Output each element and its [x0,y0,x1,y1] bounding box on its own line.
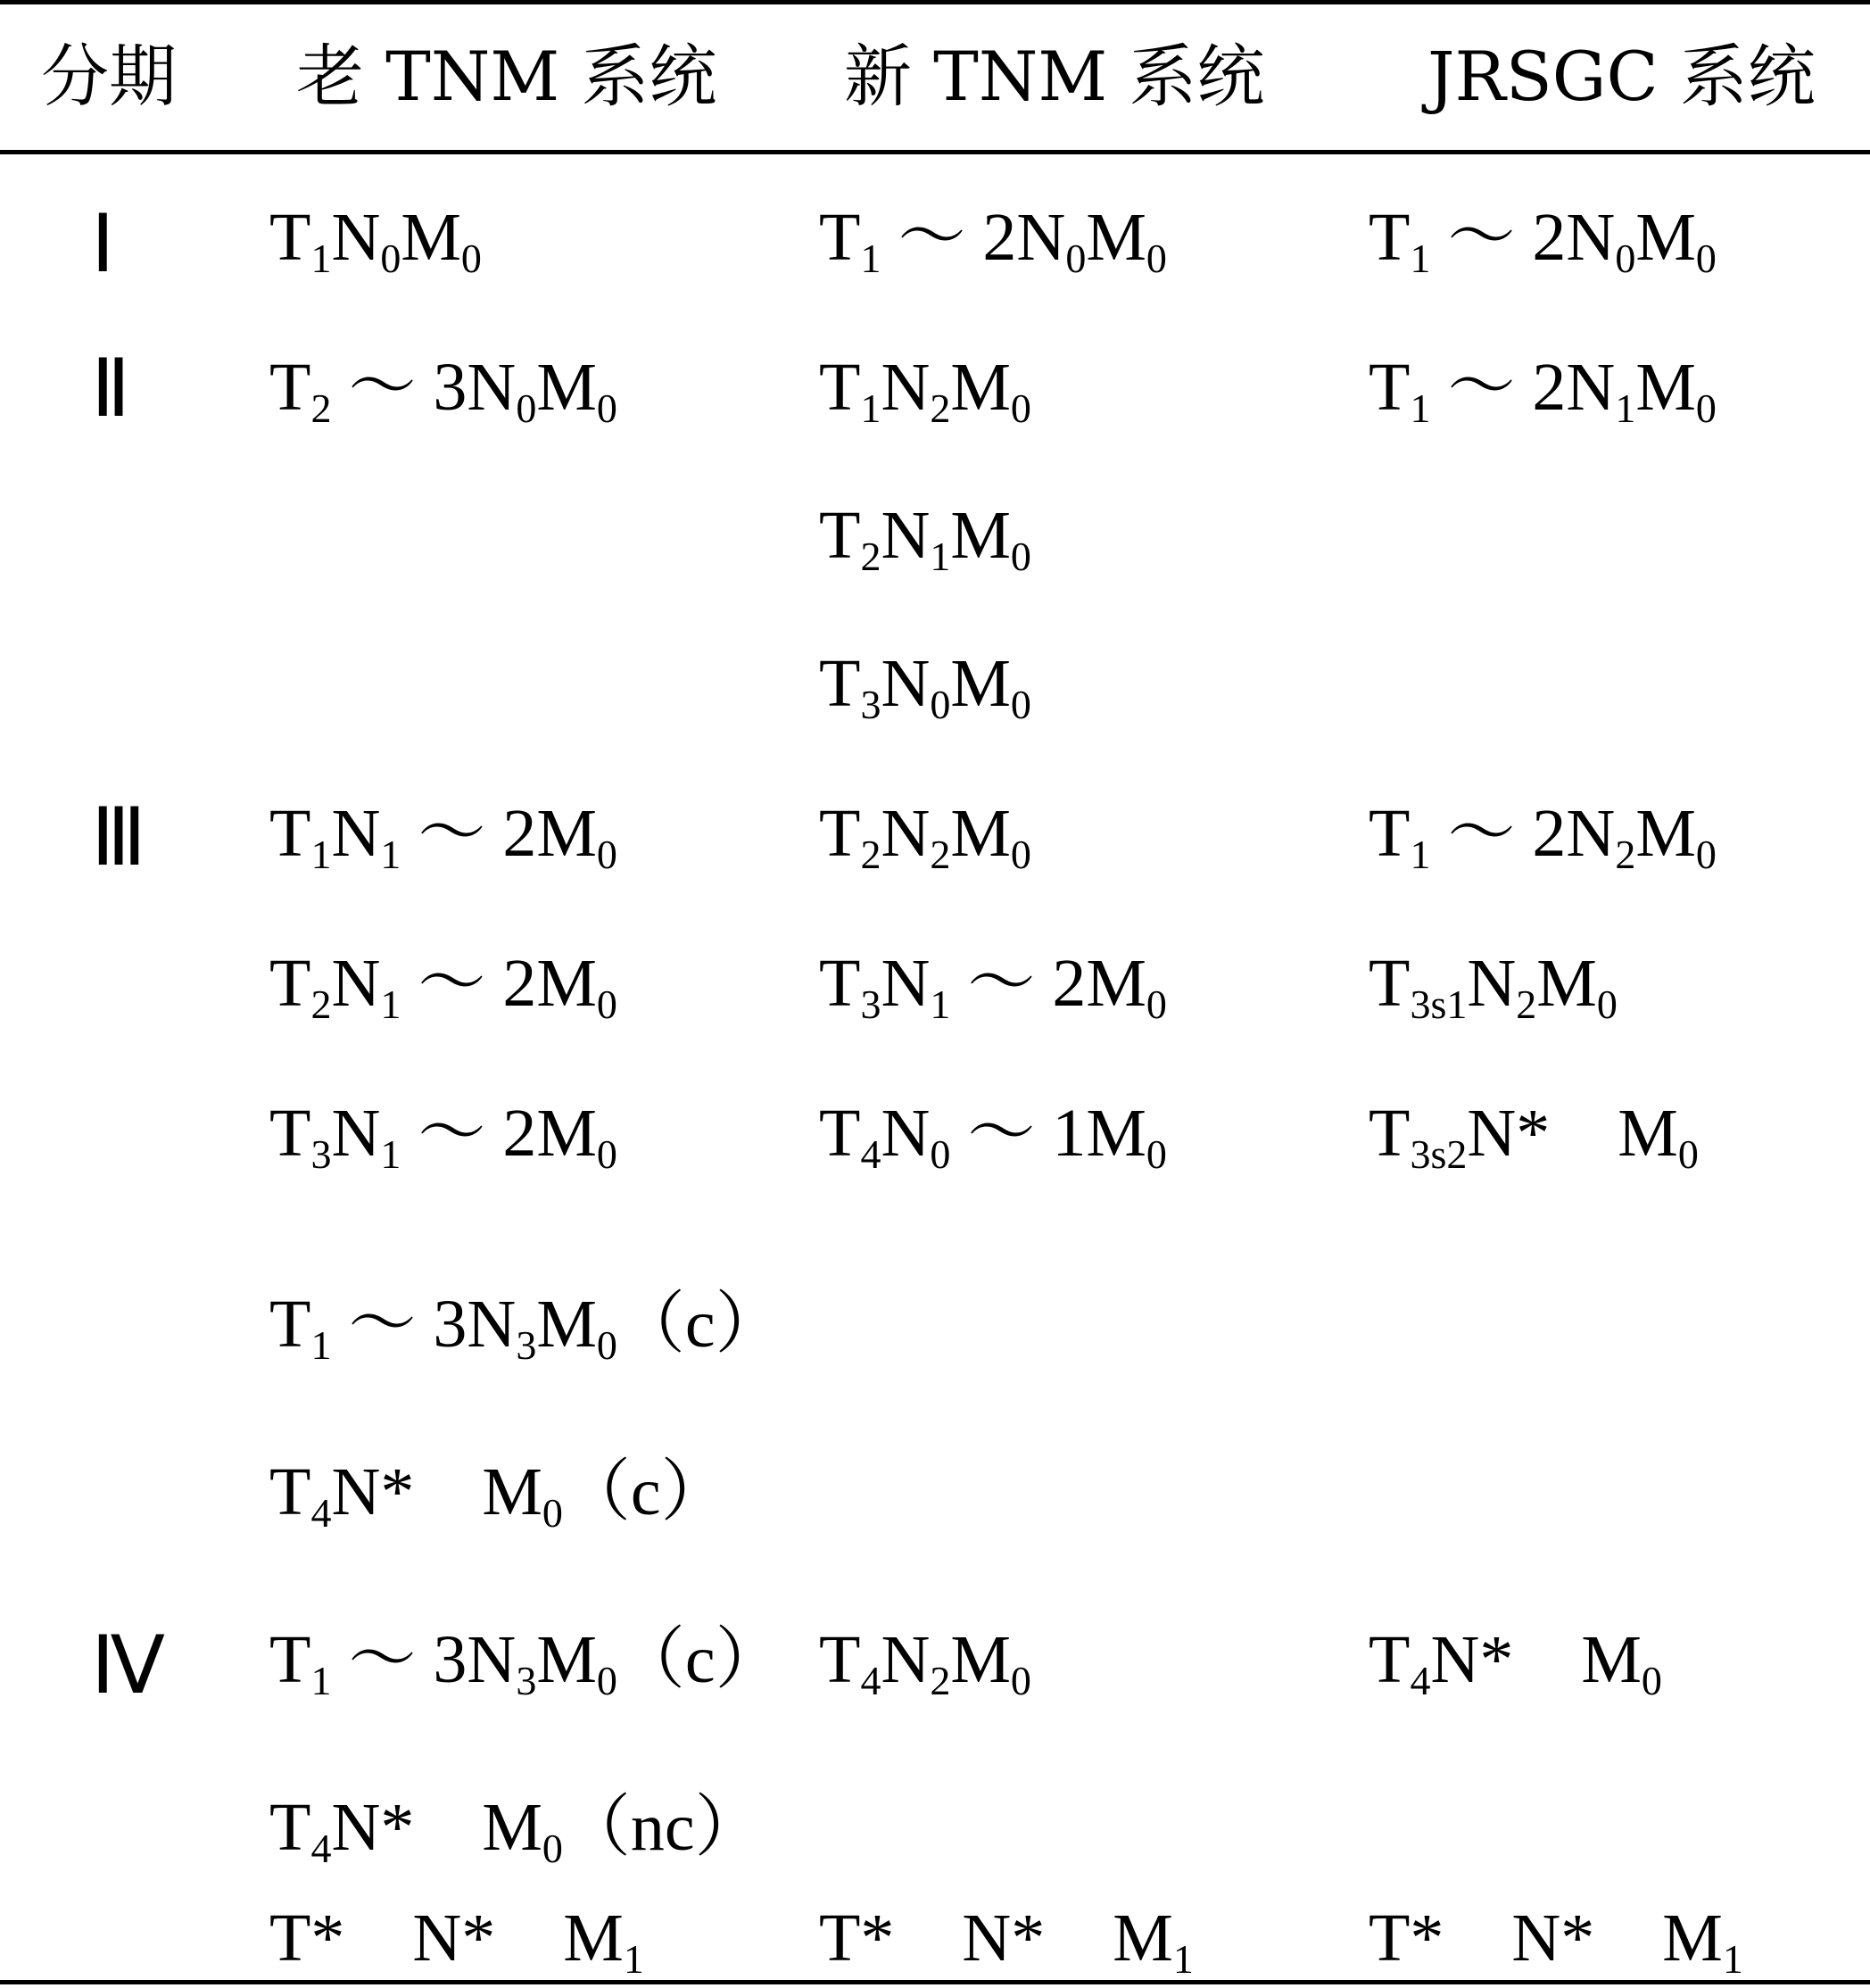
header-jrsgc: JRSGC 系统 [1427,37,1816,116]
table-cell-new: $T_2N_1M_0$ [819,498,1031,579]
table-cell-old: $T_4N*$ $M_0(c)$ [269,1454,729,1536]
stage-label-ii: Ⅱ [91,345,131,434]
table-cell-old: T* N* $M_1$ [269,1901,644,1982]
table-cell-jrsgc: $T_1$ ～ $2N_2M_0$ [1369,796,1717,877]
stage-label-iii: Ⅲ [91,794,147,882]
table-cell-new: $T_4N_2M_0$ [819,1622,1031,1703]
table-cell-old: $T_1N_0M_0$ [269,200,482,281]
table-cell-old: $T_3N_1$ ～ $2M_0$ [269,1096,617,1177]
table-cell-new: T* N* $M_1$ [819,1901,1194,1982]
table-cell-new: $T_1$ ～ $2N_0M_0$ [819,200,1167,281]
table-cell-old: $T_4N*$ $M_0(nc)$ [269,1790,763,1871]
table-cell-new: $T_1N_2M_0$ [819,350,1031,431]
table-cell-jrsgc: $T_4N*$ $M_0$ [1369,1622,1662,1703]
table-cell-new: $T_3N_0M_0$ [819,646,1031,727]
table-cell-new: $T_3N_1$ ～ $2M_0$ [819,946,1167,1027]
table-cell-old: $T_1N_1$ ～ $2M_0$ [269,796,617,877]
table-cell-jrsgc: T* N* $M_1$ [1369,1901,1743,1982]
header-stage: 分期 [41,37,177,116]
bottom-rule [0,1980,1870,1984]
header-new-tnm: 新 TNM 系统 [844,37,1265,116]
table-cell-old: $T_2$ ～ $3N_0M_0$ [269,350,617,431]
header-old-tnm: 老 TNM 系统 [296,37,717,116]
table-cell-jrsgc: $T_{3s1}N_2M_0$ [1369,946,1618,1027]
table-cell-jrsgc: $T_1$ ～ $2N_1M_0$ [1369,350,1717,431]
top-rule [0,0,1870,4]
table-cell-new: $T_4N_0$ ～ $1M_0$ [819,1096,1167,1177]
stage-label-i: Ⅰ [91,201,115,289]
table-cell-old: $T_1$ ～ $3N_3M_0(c)$ [269,1287,783,1368]
table-cell-old: $T_2N_1$ ～ $2M_0$ [269,946,617,1027]
stage-label-iv: Ⅳ [91,1622,166,1711]
table-cell-old: $T_1$ ～ $3N_3M_0(c)$ [269,1622,783,1703]
header-rule [0,150,1870,154]
table-cell-new: $T_2N_2M_0$ [819,796,1031,877]
table-cell-jrsgc: $T_{3s2}N*$ $M_0$ [1369,1096,1699,1177]
table-cell-jrsgc: $T_1$ ～ $2N_0M_0$ [1369,200,1717,281]
